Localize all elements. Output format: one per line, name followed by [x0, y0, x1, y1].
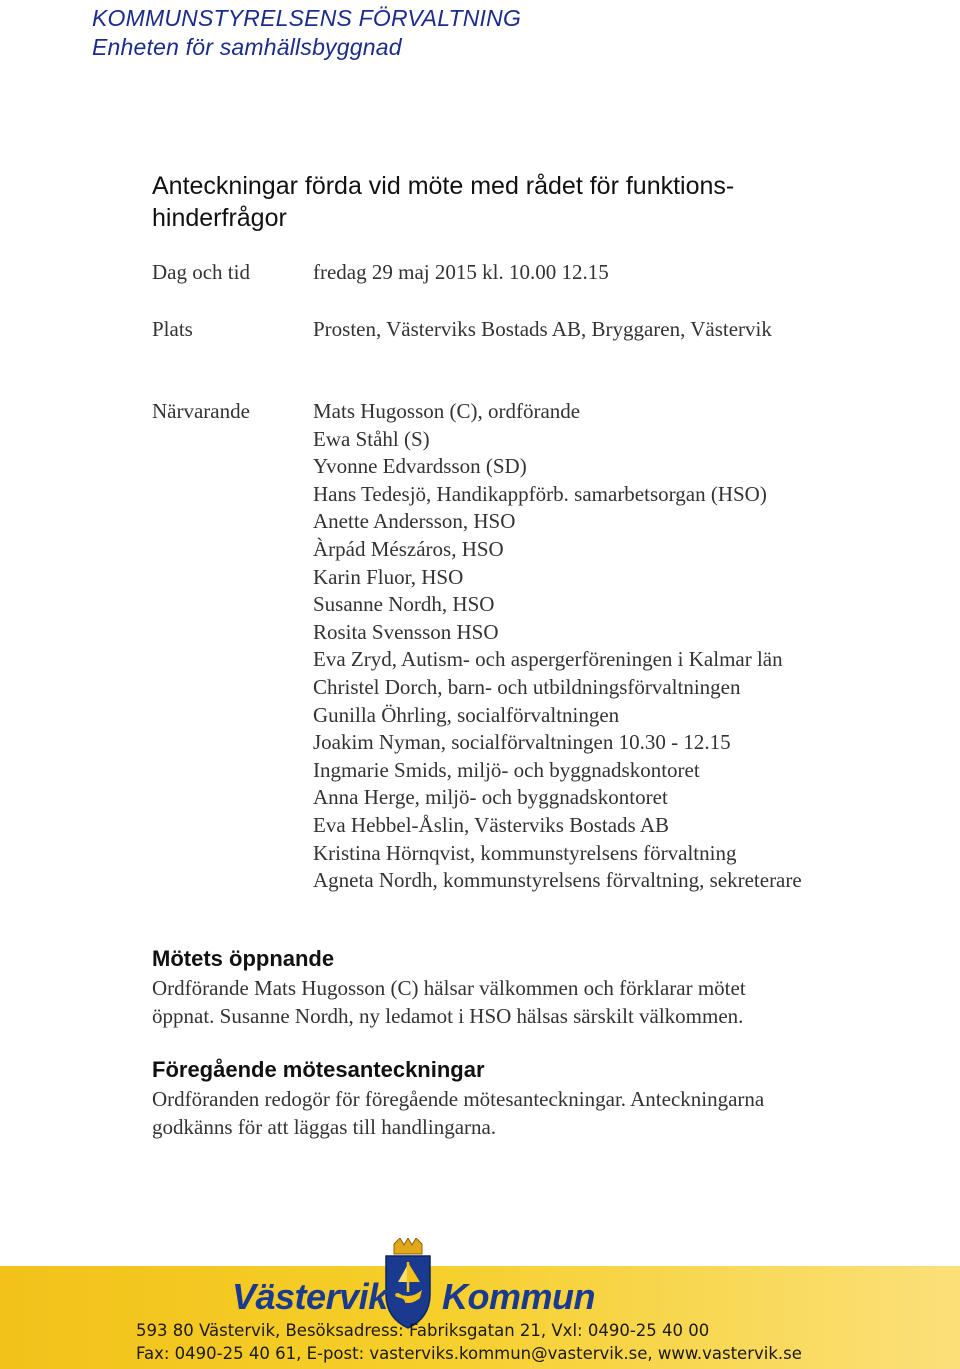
brand-name-right: Kommun — [442, 1276, 595, 1317]
footer-contact: Fax: 0490-25 40 61, E-post: vasterviks.kommun@vastervik.se, www.vastervik.se — [136, 1344, 802, 1363]
list-item: Rosita Svensson HSO — [313, 619, 499, 644]
section-line: öppnat. Susanne Nordh, ny ledamot i HSO hälsas särskilt välkommen. — [152, 1004, 744, 1028]
list-item: Kristina Hörnqvist, kommunstyrelsens förvaltning — [313, 840, 737, 865]
document-title — [152, 170, 852, 234]
list-item: Àrpád Mészáros, HSO — [313, 536, 504, 561]
list-item: Gunilla Öhrling, socialförvaltningen — [313, 702, 620, 727]
date-value: fredag 29 maj 2015 kl. 10.00 12.15 — [313, 260, 609, 284]
document-title-text: Anteckningar förda vid möte med rådet för funktions-hinderfrågor — [152, 172, 735, 232]
attendees-label: Närvarande — [152, 399, 250, 423]
letterhead-footer — [0, 1266, 960, 1369]
section-heading: Mötets öppnande — [152, 946, 335, 971]
footer-address: 593 80 Västervik, Besöksadress: Fabriksgatan 21, Vxl: 0490-25 40 00 — [136, 1321, 710, 1340]
section-line: Ordförande Mats Hugosson (C) hälsar välkommen och förklarar mötet — [152, 976, 746, 1000]
list-item: Agneta Nordh, kommunstyrelsens förvaltning, sekreterare — [313, 868, 802, 893]
org-name: KOMMUNSTYRELSENS FÖRVALTNING — [92, 5, 522, 31]
section-line: godkänns för att läggas till handlingarna. — [152, 1115, 497, 1139]
section-heading: Föregående mötesanteckningar — [152, 1057, 485, 1082]
list-item: Yvonne Edvardsson (SD) — [313, 454, 527, 479]
list-item: Eva Hebbel-Åslin, Västerviks Bostads AB — [313, 812, 669, 837]
list-item: Susanne Nordh, HSO — [313, 592, 495, 617]
section-body — [152, 1085, 872, 1141]
list-item: Hans Tedesjö, Handikappförb. samarbetsorgan (HSO) — [313, 481, 767, 506]
list-item: Christel Dorch, barn- och utbildningsförvaltningen — [313, 674, 741, 699]
place-label: Plats — [152, 317, 193, 341]
list-item: Mats Hugosson (C), ordförande — [313, 399, 581, 423]
list-item: Eva Zryd, Autism- och aspergerföreningen i Kalmar län — [313, 647, 783, 672]
list-item: Ingmarie Smids, miljö- och byggnadskontoret — [313, 757, 700, 782]
list-item: Joakim Nyman, socialförvaltningen 10.30 - 12.15 — [313, 730, 731, 755]
list-item: Ewa Ståhl (S) — [313, 426, 430, 451]
date-label: Dag och tid — [152, 260, 250, 284]
attendees-list — [313, 398, 802, 895]
place-value: Prosten, Västerviks Bostads AB, Bryggaren, Västervik — [313, 317, 772, 341]
org-unit: Enheten för samhällsbyggnad — [92, 34, 402, 60]
section-line: Ordföranden redogör för föregående mötesanteckningar. Anteckningarna — [152, 1087, 765, 1111]
list-item: Karin Fluor, HSO — [313, 564, 464, 589]
section-body — [152, 974, 872, 1030]
list-item: Anna Herge, miljö- och byggnadskontoret — [313, 785, 668, 810]
list-item: Anette Andersson, HSO — [313, 509, 516, 534]
brand-name-left: Västerviks — [232, 1276, 408, 1317]
